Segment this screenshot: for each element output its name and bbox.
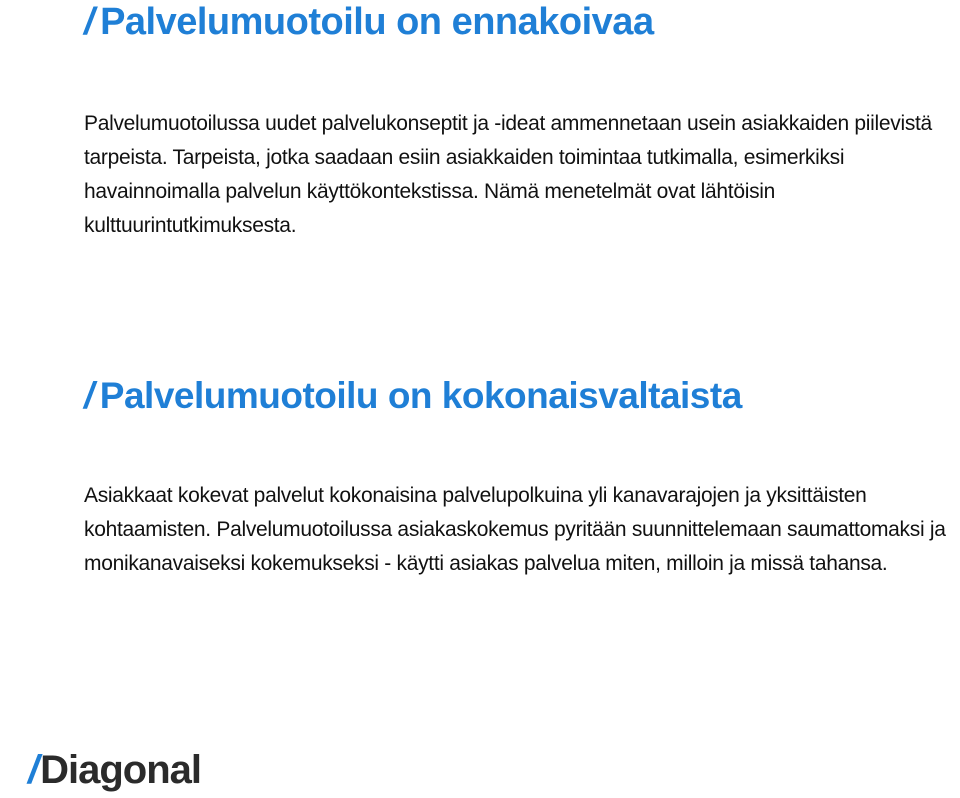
section-paragraph: Palvelumuotoilussa uudet palvelukonseptit ja -ideat ammennetaan usein asiakkaiden piilevistä tarpeista. Tarpeista, jotka saadaan esiin asiakkaiden toimintaa tutkimalla, esimerkiksi havainnoimalla palvelun käyttökontekstissa. Nämä menetelmät ovat lähtöisin kulttuurintutkimuksesta. xyxy=(84,112,932,237)
logo-text: Diagonal xyxy=(40,748,202,792)
heading-slash: / xyxy=(84,375,94,416)
logo-slash: / xyxy=(28,748,39,792)
section-kokonaisvaltaista xyxy=(84,372,954,581)
section-heading xyxy=(84,372,954,420)
heading-text: Palvelumuotoilu on ennakoivaa xyxy=(100,1,654,43)
heading-slash: / xyxy=(84,1,95,43)
section-paragraph: Asiakkaat kokevat palvelut kokonaisina palvelupolkuina yli kanavarajojen ja yksittäisten kohtaamisten. Palvelumuotoilussa asiakaskokemus pyritään suunnittelemaan saumattomaksi ja monikanavaiseksi kokemukseksi - käytti asiakas palvelua miten, milloin ja missä tahansa. xyxy=(84,484,946,575)
diagonal-logo xyxy=(28,748,201,792)
section-ennakoivaa xyxy=(84,0,954,243)
section-heading xyxy=(84,0,954,44)
heading-text: Palvelumuotoilu on kokonaisvaltaista xyxy=(99,375,742,416)
